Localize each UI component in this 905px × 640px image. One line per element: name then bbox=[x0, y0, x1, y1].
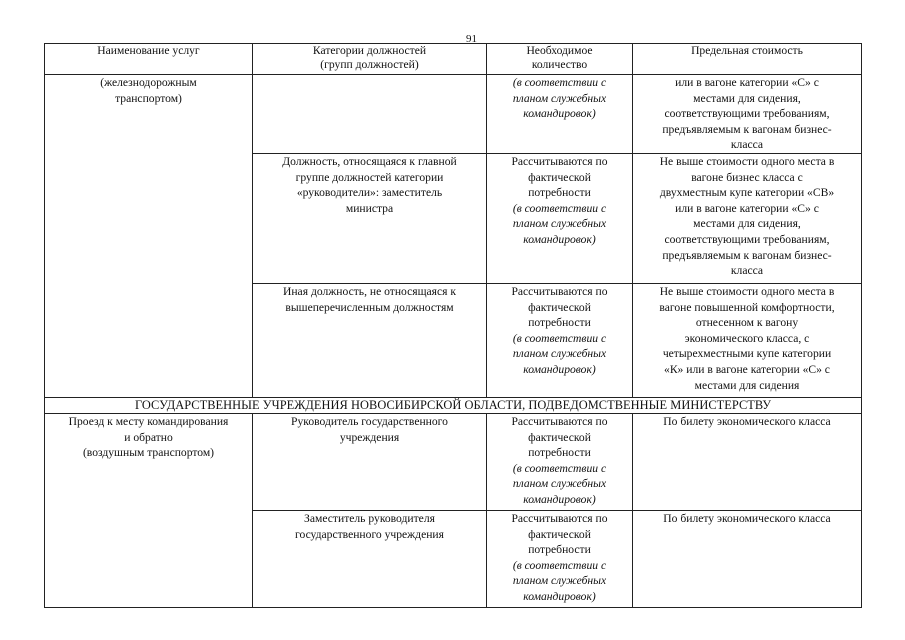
quantity-note: (в соответствии с планом служебных командировок) bbox=[512, 461, 607, 506]
cost-cell bbox=[633, 413, 862, 510]
cost-cell bbox=[633, 153, 862, 283]
service-name-cell bbox=[45, 413, 253, 607]
category-text: Руководитель государственного учреждения bbox=[291, 414, 448, 444]
cost-text: По билету экономического класса bbox=[663, 414, 831, 428]
cost-text: Не выше стоимости одного места в вагоне бизнес класса с двухместным купе категории «СВ» или в вагоне категории «С» с местами для сидения, соответствующими требованиям, предъявляемым к вагонам бизнес- класса bbox=[659, 154, 835, 278]
category-cell bbox=[253, 75, 487, 154]
quantity-text: Рассчитываются по фактической потребности bbox=[511, 414, 608, 460]
cost-cell bbox=[633, 510, 862, 607]
quantity-cell bbox=[487, 283, 633, 397]
quantity-note: (в соответствии с планом служебных командировок) bbox=[512, 201, 607, 246]
quantity-text: Рассчитываются по фактической потребности bbox=[511, 284, 608, 330]
service-name: Проезд к месту командирования и обратно (воздушным транспортом) bbox=[68, 414, 229, 460]
column-header: Наименование услуг bbox=[45, 44, 253, 75]
quantity-cell bbox=[487, 413, 633, 510]
quantity-cell bbox=[487, 153, 633, 283]
page-number: 91 bbox=[466, 33, 477, 45]
quantity-text: Рассчитываются по фактической потребности bbox=[511, 154, 608, 200]
quantity-cell bbox=[487, 510, 633, 607]
column-header: Предельная стоимость bbox=[633, 44, 862, 75]
quantity-text: Рассчитываются по фактической потребности bbox=[511, 511, 608, 557]
category-cell bbox=[253, 413, 487, 510]
cost-text: Не выше стоимости одного места в вагоне повышенной комфортности, отнесенном к вагону экономического класса, с четырехместными купе категории «К» или в вагоне категории «С» с местами для сидения bbox=[659, 284, 835, 392]
category-cell bbox=[253, 283, 487, 397]
cost-text: По билету экономического класса bbox=[663, 511, 831, 525]
section-heading-row bbox=[45, 397, 862, 413]
quantity-note: (в соответствии с планом служебных командировок) bbox=[512, 558, 607, 603]
cost-cell bbox=[633, 75, 862, 154]
column-header: Необходимое количество bbox=[487, 44, 633, 75]
service-name-cell bbox=[45, 75, 253, 398]
table-row bbox=[45, 75, 862, 154]
category-text: Должность, относящаяся к главной группе должностей категории «руководители»: заместитель министра bbox=[282, 154, 457, 215]
category-text: Заместитель руководителя государственного учреждения bbox=[295, 511, 444, 541]
column-header: Категории должностей (групп должностей) bbox=[253, 44, 487, 75]
table-row bbox=[45, 413, 862, 510]
quantity-note: (в соответствии с планом служебных командировок) bbox=[512, 331, 607, 376]
cost-text: или в вагоне категории «С» с местами для сидения, соответствующими требованиям, предъявляемым к вагонам бизнес- класса bbox=[662, 76, 832, 152]
service-name: (железнодорожным транспортом) bbox=[100, 76, 197, 105]
services-cost-table bbox=[44, 43, 862, 608]
table-header-row bbox=[45, 44, 862, 75]
cost-cell bbox=[633, 283, 862, 397]
category-text: Иная должность, не относящаяся к вышеперечисленным должностям bbox=[282, 284, 457, 314]
category-cell bbox=[253, 510, 487, 607]
quantity-note: (в соответствии с планом служебных командировок) bbox=[512, 76, 607, 121]
section-heading: ГОСУДАРСТВЕННЫЕ УЧРЕЖДЕНИЯ НОВОСИБИРСКОЙ ОБЛАСТИ, ПОДВЕДОМСТВЕННЫЕ МИНИСТЕРСТВУ bbox=[45, 397, 862, 413]
quantity-cell bbox=[487, 75, 633, 154]
category-cell bbox=[253, 153, 487, 283]
